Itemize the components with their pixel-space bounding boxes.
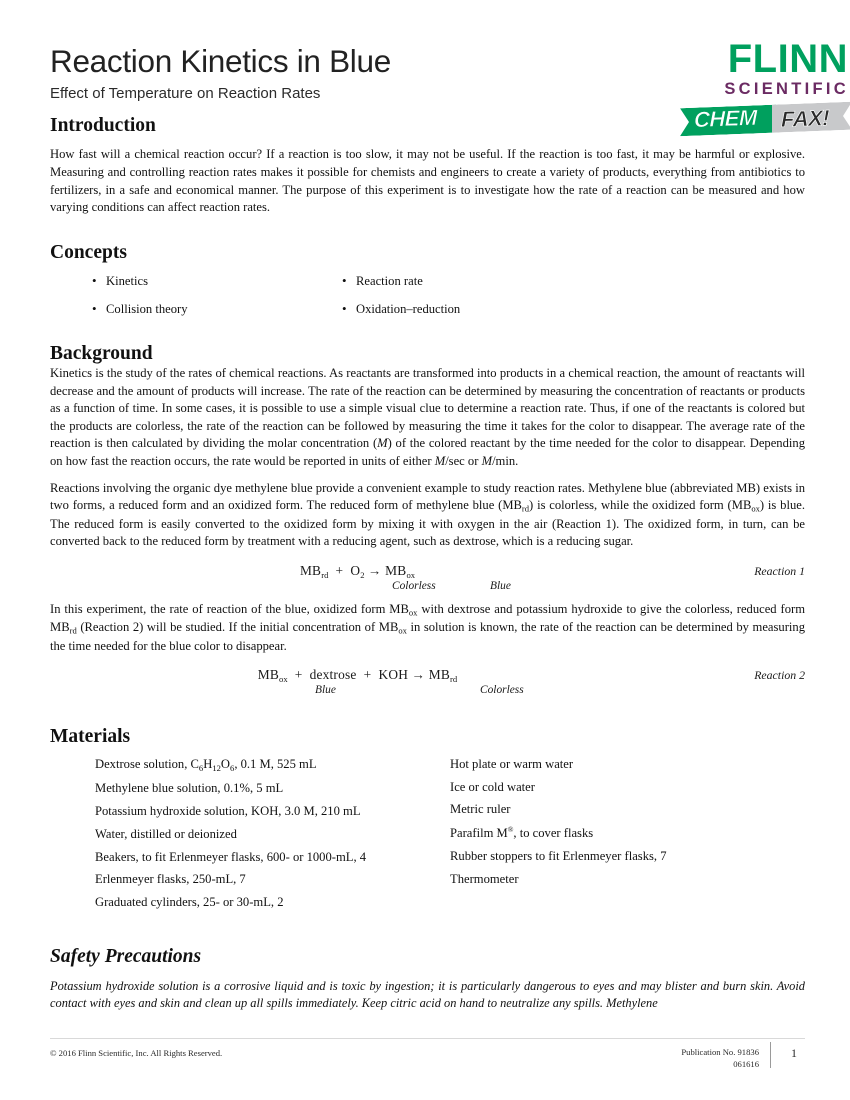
section-concepts — [50, 241, 805, 318]
materials-left-column — [95, 758, 450, 920]
reaction-2-label-left: Blue — [315, 684, 336, 697]
section-materials — [50, 725, 805, 919]
material-item: Hot plate or warm water — [450, 756, 574, 771]
materials-right-column — [450, 758, 805, 920]
material-item: Methylene blue solution, 0.1%, 5 mL — [95, 781, 284, 796]
page-footer — [50, 1038, 805, 1072]
page-subtitle: Effect of Temperature on Reaction Rates — [50, 85, 321, 103]
flinn-scientific-logo — [680, 37, 850, 150]
material-item: Water, distilled or deionized — [95, 826, 237, 841]
material-item: Parafilm M®, to cover flasks — [450, 825, 594, 841]
concept-item: • Reaction rate — [340, 274, 805, 289]
reaction-2-label-right: Colorless — [480, 684, 524, 697]
reaction-1-tag: Reaction 1 — [754, 563, 805, 578]
footer-copyright: © 2016 Flinn Scientific, Inc. All Rights Reserved. — [50, 1048, 223, 1058]
concept-item: • Oxidation–reduction — [340, 302, 805, 317]
introduction-paragraph: How fast will a chemical reaction occur? If a reaction is too slow, it may not be useful. If the reaction is too fast, it may be harmful or explosive. Measuring and controlling reaction rates makes it possible for chemists and engineers to create a variety of products, everything from antibiotics to fertilizers, in a safe and economical manner. The purpose of this experiment is to investigate how the rate of a reaction can be measured and how varying conditions can affect reaction rates. — [50, 147, 805, 215]
concepts-heading: Concepts — [50, 241, 127, 263]
logo-brand-flinn: FLINN — [727, 37, 848, 81]
banner-text-chem: CHEM — [694, 104, 757, 132]
concept-item: • Kinetics — [90, 274, 340, 289]
materials-heading: Materials — [50, 726, 131, 748]
material-item: Dextrose solution, $C_6H_{12}O_6$, 0.1 M, 525 mL — [95, 756, 317, 773]
footer-vertical-rule — [770, 1042, 771, 1068]
chemfax-banner — [680, 103, 850, 135]
footer-publication-number: Publication No. 91836 — [681, 1047, 759, 1057]
reaction-1-block — [50, 563, 805, 597]
material-item: Erlenmeyer flasks, 250-mL, 7 — [95, 872, 246, 887]
material-item: Metric ruler — [450, 802, 511, 817]
safety-heading: Safety Precautions — [50, 946, 202, 968]
reaction-2-block — [50, 667, 805, 701]
section-safety-precautions — [50, 945, 805, 1013]
material-item: Rubber stoppers to fit Erlenmeyer flasks, 7 — [450, 849, 667, 864]
background-paragraph-1: Kinetics is the study of the rates of chemical reactions. As reactants are transformed into products in a chemical reaction, the amount of reactants will decrease and the amount of products will increase. The rate of the reaction can be determined by measuring the concentration of reactants or products as a function of time. In some cases, it is possible to use a simple visual clue to determine a reaction rate. Thus, if one of the reactants is colored but the products are colorless, the rate of the reaction can be followed by measuring the time it takes for the color to disappear. The average rate of the reaction is then calculated by dividing the molar concentration (M) of the colored reactant by the time needed for the color to disappear. Depending on how fast the reaction occurs, the rate would be reported in units of either M/sec or M/min. — [50, 365, 805, 469]
material-item: Thermometer — [450, 871, 519, 886]
material-item: Beakers, to fit Erlenmeyer flasks, 600- or 1000-mL, 4 — [95, 849, 367, 864]
reaction-1-equation: $MB_{rd} + O_2 \to MB_{ox}$ — [299, 562, 416, 580]
safety-paragraph: Potassium hydroxide solution is a corrosive liquid and is toxic by ingestion; it is particularly dangerous to eyes and may blister and burn skin. Avoid contact with eyes and skin and clean up all spills immediately. Keep citric acid on hand to neutralize any spills. Methylene — [50, 978, 805, 1011]
reaction-1-label-right: Blue — [490, 579, 511, 592]
page-title: Reaction Kinetics in Blue — [50, 43, 391, 79]
material-item: Ice or cold water — [450, 779, 535, 794]
reaction-2-tag: Reaction 2 — [754, 668, 805, 683]
footer-date-code: 061616 — [733, 1059, 759, 1070]
background-paragraph-3: In this experiment, the rate of reaction of the blue, oxidized form $MB_{ox}$ with dextrose and potassium hydroxide to give the colorless, reduced form $MB_{rd}$ (Reaction 2) will be studied. If the initial concentration of $MB_{ox}$ in solution is known, the rate of the reaction can be determined by measuring the time needed for the blue color to disappear. — [50, 601, 805, 653]
footer-publication-info — [681, 1046, 759, 1071]
material-item: Potassium hydroxide solution, KOH, 3.0 M, 210 mL — [95, 803, 361, 818]
section-background — [50, 342, 805, 702]
footer-page-number: 1 — [791, 1046, 797, 1060]
background-paragraph-2: Reactions involving the organic dye methylene blue provide a convenient example to study reaction rates. Methylene blue (abbreviated MB) exists in two forms, a reduced form and an oxidized form. The reduced form of methylene blue $(MB_{rd})$ is colorless, while the oxidized form $(MB_{ox})$ is blue. The reduced form is easily converted to the oxidized form by mixing it with oxygen in the air (Reaction 1). The oxidized form, in turn, can be converted back to the reduced form by treatment with a reducing agent, such as dextrose, which is a reducing sugar. — [50, 480, 805, 549]
material-item: Graduated cylinders, 25- or 30-mL, 2 — [95, 895, 284, 910]
reaction-1-label-left: Colorless — [392, 579, 436, 592]
page-content — [50, 0, 805, 1013]
materials-list — [50, 758, 805, 920]
background-heading: Background — [50, 342, 153, 364]
concept-item: • Collision theory — [90, 302, 340, 317]
reaction-2-equation: $MB_{ox}$ + dextrose + KOH → $MB_{rd}$ — [257, 667, 458, 685]
banner-text-fax: FAX! — [781, 104, 830, 132]
footer-divider-line — [50, 1038, 805, 1039]
introduction-heading: Introduction — [50, 115, 156, 136]
logo-brand-scientific: SCIENTIFIC — [724, 80, 849, 98]
concepts-list — [50, 274, 805, 317]
